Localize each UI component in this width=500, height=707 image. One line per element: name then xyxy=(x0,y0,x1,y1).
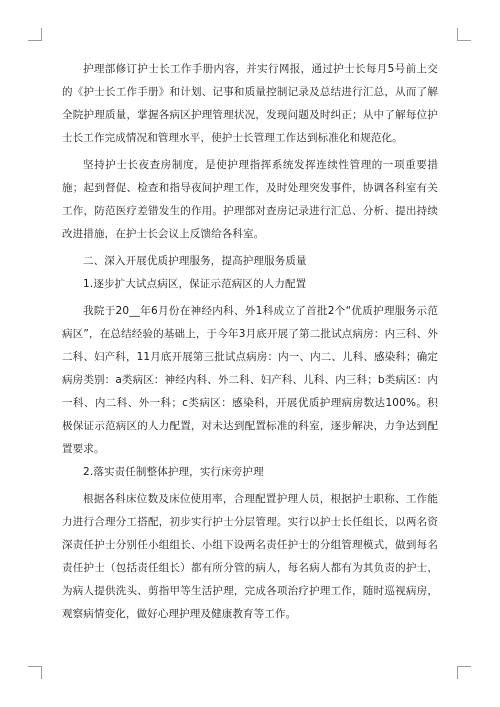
crop-mark-top-left-v xyxy=(41,28,42,41)
crop-mark-top-right-h xyxy=(457,40,471,41)
crop-mark-bottom-left-v xyxy=(41,666,42,679)
subheading-expand-pilot: 1.逐步扩大试点病区，保证示范病区的人力配置 xyxy=(83,278,307,290)
crop-mark-bottom-left-h xyxy=(28,666,42,667)
section-heading: 二、深入开展优质护理服务，提高护理服务质量 xyxy=(83,255,307,267)
crop-mark-bottom-right-v xyxy=(457,666,458,679)
paragraph-staffing: 根据各科床位数及床位使用率，合理配置护理人员，根据护士职称、工作能力进行合理分工搭配，初步实行护士分层管理。实行以护士长任组长，以两名资深责任护士分别任小组组长、小组下设两名责任护士的分组管理模式，做到每名责任护士（包括责任组长）都有所分管的病人，每名病人都有为其负责的护士，为病人提供洗头、剪指甲等生活护理，完成各项治疗护理工作，随时巡视病房，观察病情变化，做好心理护理及健康教育等工作。 xyxy=(62,493,438,620)
crop-mark-top-left-h xyxy=(28,40,42,41)
paragraph-pilot-wards: 我院于20__年6月份在神经内科、外1科成立了首批2个“优质护理服务示范病区”，在总结经验的基础上，于今年3月底开展了第二批试点病房：内三科、外二科、妇产科，11月底开展第三批试点病房：内一、内二、儿科、感染科；确定病房类别：a类病区：神经内科、外二科、妇产科、儿科、内三科；b类病区：内一科、内二科、外一科；c类病区：感染科，开展优质护理病房数达100%。积极保证示范病区的人力配置，对未达到配置标准的科室，逐步解决，力争达到配置要求。 xyxy=(62,305,438,455)
crop-mark-top-right-v xyxy=(457,28,458,41)
crop-mark-bottom-right-h xyxy=(457,666,471,667)
paragraph-handbook-review: 护理部修订护士长工作手册内容，并实行网报，通过护士长每月5号前上交的《护士长工作手册》和计划、记事和质量控制记录及总结进行汇总，从而了解全院护理质量，掌握各病区护理管理状况，发现问题及时纠正；从中了解每位护士长工作完成情况和管理水平，使护士长管理工作达到标准化和规范化。 xyxy=(62,63,438,144)
document-body xyxy=(62,58,438,626)
paragraph-night-rounds: 坚持护士长夜查房制度，是使护理指挥系统发挥连续性管理的一项重要措施；起到督促、检查和指导夜间护理工作，及时处理突发事件，协调各科室有关工作，防范医疗差错发生的作用。护理部对查房记录进行汇总、分析、提出持续改进措施，在护士长会议上反馈给各科室。 xyxy=(62,159,438,240)
subheading-responsibility-nursing: 2.落实责任制整体护理，实行床旁护理 xyxy=(83,466,264,478)
